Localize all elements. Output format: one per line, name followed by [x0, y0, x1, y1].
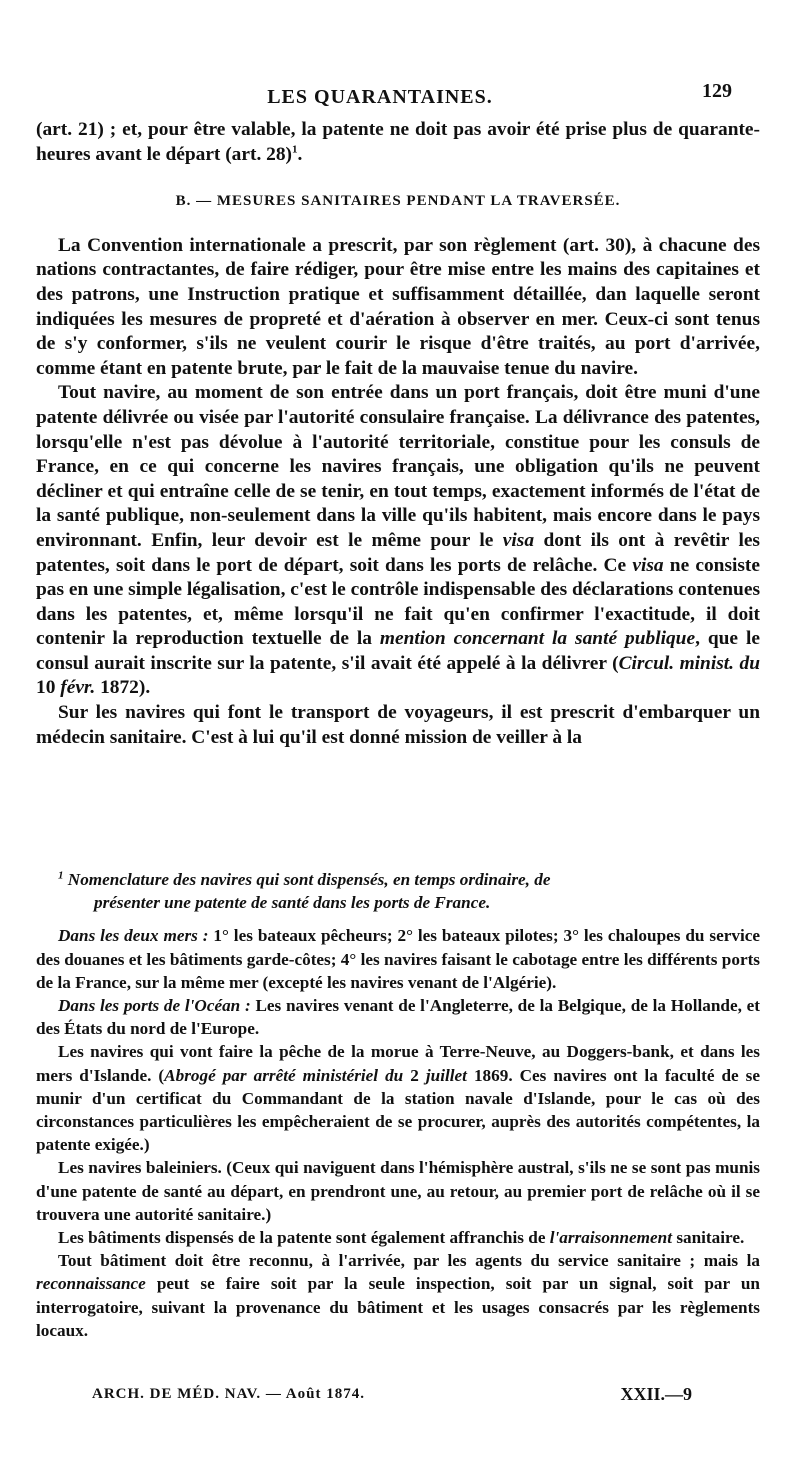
paragraph-3-part-b: dont ils ont à revêtir les patentes, soit dans le port de départ, soit dans les ports de relâche. Ce	[36, 529, 760, 576]
footnote-item-text: Tout bâtiment doit être reconnu, à l'arrivée, par les agents du service sanitaire ; mais la	[58, 1251, 760, 1271]
footnote-item-text: Les navires qui vont faire la pêche de la morue à Terre-Neuve, au Doggers-bank, et dans les mers d'Islande. (	[36, 1042, 760, 1085]
visa-term: visa	[502, 529, 535, 551]
paragraph-1-end: .	[297, 143, 303, 165]
arraisonnement-term: l'arraisonnement	[549, 1228, 673, 1248]
footnote-item	[36, 924, 760, 994]
running-title: LES QUARANTAINES.	[267, 86, 493, 108]
page-number: 129	[702, 80, 732, 102]
main-text	[36, 118, 760, 750]
citation-month: juillet	[425, 1065, 467, 1085]
section-heading: B. — MESURES SANITAIRES PENDANT LA TRAVERSÉE.	[175, 193, 621, 210]
citation-month: févr.	[60, 677, 96, 699]
footnote-item-text: sanitaire.	[672, 1228, 745, 1248]
visa-term: visa	[632, 554, 664, 576]
footnote-item	[36, 1040, 760, 1156]
footnote-item	[36, 994, 760, 1040]
footnote-item	[36, 1249, 760, 1342]
abrogation-citation: Abrogé par arrêté ministériel du	[164, 1065, 404, 1085]
paragraph-1	[36, 118, 760, 167]
paragraph-3	[36, 381, 760, 701]
mention-phrase: mention concernant la santé publique	[379, 628, 696, 650]
journal-signature: ARCH. DE MÉD. NAV. — Août 1874.	[92, 1386, 365, 1402]
reconnaissance-term: reconnaissance	[36, 1274, 146, 1294]
circular-citation: Circul. minist. du	[618, 652, 760, 674]
paragraph-2: La Convention internationale a prescrit, par son règlement (art. 30), à chacune des nations contractantes, de faire rédiger, pour être mise entre les mains des capitaines et des patrons, une Instruction pratique et suffisamment détaillée, dan laquelle seront indiquées les mesures de propreté et d'aération à observer en mer. Ceux-ci sont tenus de s'y conformer, s'ils ne veulent courir le risque d'être traités, au port d'arrivée, comme étant en patente brute, par le fait de la mauvaise tenue du navire.	[36, 234, 760, 379]
page-header	[0, 80, 800, 114]
footnote-item	[36, 1226, 760, 1249]
footnote-title-line-1: Nomenclature des navires qui sont dispensés, en temps ordinaire, de	[67, 870, 551, 889]
footnote-item-text: 1869. Ces navires ont la faculté de se munir d'un certificat du Commandant de la station navale d'Islande, pour le cas où des circonstances particulières les empêcheraient de se procurer, auprès des autorités compétentes, la patente exigée.)	[36, 1065, 760, 1155]
paragraph-4: Sur les navires qui font le transport de voyageurs, il est prescrit d'embarquer un médecin sanitaire. C'est à lui qu'il est donné mission de veiller à la	[36, 702, 760, 748]
footnote-ref: 1	[292, 143, 298, 156]
footnote	[36, 868, 760, 1342]
footnote-item-text: Les navires venant de l'Angleterre, de la Belgique, de la Hollande, et des États du nord de l'Europe.	[36, 996, 760, 1039]
volume-signature: XXII.—9	[620, 1384, 692, 1404]
citation-day: 2	[403, 1065, 426, 1085]
footnote-item-label: Dans les ports de l'Océan :	[58, 996, 251, 1016]
paragraph-3-part-c: ne consiste pas en une simple légalisation, c'est le contrôle indispensable des déclarations contenues dans les patentes, et, même lorsqu'il ne fait qu'en confirmer l'exactitude, il doit contenir la reproduction textuelle de la	[36, 554, 760, 650]
footnote-item-text: Les bâtiments dispensés de la patente sont également affranchis de	[58, 1228, 550, 1248]
footnote-marker: 1	[58, 869, 64, 882]
page-footer	[92, 1384, 692, 1408]
paragraph-1-text: (art. 21) ; et, pour être valable, la patente ne doit pas avoir été prise plus de quarante-heures avant le départ (art. 28)	[36, 119, 760, 165]
footnote-title-line-2: présenter une patente de santé dans les ports de France.	[94, 893, 491, 913]
footnote-item-text: 1° les bateaux pêcheurs; 2° les bateaux pilotes; 3° les chaloupes du service des douanes et les bâtiments garde-côtes; 4° les navires faisant le cabotage entre les différents ports de la France, sur la même mer (excepté les navires venant de l'Algérie).	[36, 926, 760, 992]
citation-year: 1872).	[95, 677, 151, 699]
footnote-item-label: Dans les deux mers :	[58, 926, 209, 946]
paragraph-3-part-d: , que le consul aurait inscrite sur la patente, s'il avait été appelé à la délivrer (	[36, 628, 760, 674]
paragraph-3-part-a: Tout navire, au moment de son entrée dans un port français, doit être muni d'une patente délivrée ou visée par l'autorité consulaire française. La délivrance des patentes, lorsqu'elle n'est pas dévolue à l'autorité territoriale, constitue pour les consuls de France, en ce qui concerne les navires français, une obligation qu'ils ne peuvent décliner et qui entraîne celle de se tenir, en tout temps, exactement informés de l'état de la santé publique, non-seulement dans la ville qu'ils habitent, mais encore dans le pays environnant. Enfin, leur devoir est le même pour le	[36, 382, 760, 551]
footnote-title	[36, 868, 760, 914]
citation-day: 10	[36, 677, 61, 699]
footnote-item-text: peut se faire soit par la seule inspection, soit par un signal, soit par un interrogatoire, suivant la provenance du bâtiment et les usages consacrés par les règlements locaux.	[36, 1274, 760, 1340]
footnote-item: Les navires baleiniers. (Ceux qui naviguent dans l'hémisphère austral, s'ils ne se sont pas munis d'une patente de santé au départ, en prendront une, au retour, au premier port de relâche où il se trouvera une autorité sanitaire.)	[36, 1158, 760, 1224]
